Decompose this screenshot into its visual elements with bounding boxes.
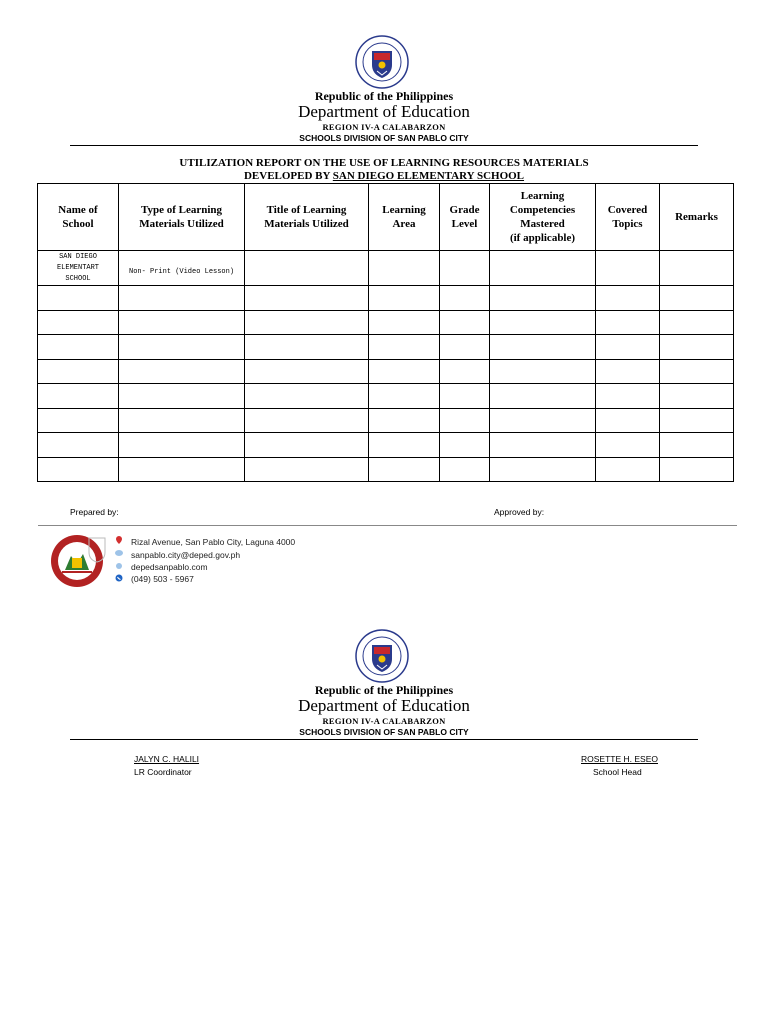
location-pin-icon — [115, 536, 123, 544]
report-title-line2 — [0, 170, 768, 183]
header-learning-area: Learning Area — [369, 184, 440, 251]
region-label-page2: REGION IV-A CALABARZON — [322, 716, 446, 726]
cell-empty — [440, 251, 490, 286]
cell-school: SAN DIEGO ELEMENTART SCHOOL — [38, 251, 119, 286]
globe-icon — [115, 562, 123, 570]
header-name-of-school: Name of School — [38, 184, 119, 251]
header-type-of-materials: Type of Learning Materials Utilized — [119, 184, 245, 251]
header-remarks: Remarks — [660, 184, 734, 251]
cell-empty — [596, 251, 660, 286]
table-row — [38, 408, 734, 433]
utilization-report-table — [37, 183, 734, 482]
header-covered-topics: Covered Topics — [596, 184, 660, 251]
school-head-name: ROSETTE H. ESEO — [581, 754, 658, 764]
cell-type: Non- Print (Video Lesson) — [119, 251, 245, 286]
email-link[interactable]: sanpablo.city@deped.gov.ph — [131, 550, 241, 560]
table-header-row — [38, 184, 734, 251]
table-row — [38, 359, 734, 384]
email-icon — [115, 549, 123, 557]
approved-by-label: Approved by: — [494, 507, 545, 517]
republic-label: Republic of the Philippines — [314, 89, 454, 103]
department-title-page2: Department of Education — [298, 696, 470, 715]
header-title-of-materials: Title of Learning Materials Utilized — [245, 184, 369, 251]
footer-divider — [38, 525, 737, 526]
report-title-school: SAN DIEGO ELEMENTARY SCHOOL — [332, 170, 525, 182]
phone-text: (049) 503 - 5967 — [131, 574, 194, 584]
cell-empty — [490, 251, 596, 286]
header-divider — [70, 145, 698, 146]
prepared-by-label: Prepared by: — [70, 507, 119, 517]
cell-empty — [245, 251, 369, 286]
cell-empty — [660, 251, 734, 286]
table-row — [38, 251, 734, 286]
address-text: Rizal Avenue, San Pablo City, Laguna 4000 — [131, 537, 296, 547]
phone-icon — [115, 574, 123, 582]
report-title-prefix: DEVELOPED BY — [243, 170, 333, 182]
table-row — [38, 286, 734, 311]
deped-seal-logo — [355, 35, 409, 89]
header-grade-level: Grade Level — [440, 184, 490, 251]
school-logo-outline — [85, 534, 109, 564]
division-label: SCHOOLS DIVISION OF SAN PABLO CITY — [299, 133, 469, 143]
region-label: REGION IV-A CALABARZON — [322, 122, 446, 132]
deped-seal-logo-page2 — [355, 629, 409, 683]
header-divider-page2 — [70, 739, 698, 740]
table-row — [38, 335, 734, 360]
division-label-page2: SCHOOLS DIVISION OF SAN PABLO CITY — [299, 727, 469, 737]
table-row — [38, 310, 734, 335]
republic-label-page2: Republic of the Philippines — [314, 683, 454, 697]
table-row — [38, 384, 734, 409]
department-title: Department of Education — [298, 102, 470, 121]
report-title-line1: UTILIZATION REPORT ON THE USE OF LEARNING RESOURCES MATERIALS — [179, 157, 589, 169]
lr-coordinator-role: LR Coordinator — [134, 767, 192, 777]
header-competencies: Learning Competencies Mastered (if applicable) — [490, 184, 596, 251]
cell-empty — [369, 251, 440, 286]
table-row — [38, 457, 734, 482]
website-link[interactable]: depedsanpablo.com — [131, 562, 208, 572]
lr-coordinator-name: JALYN C. HALILI — [134, 754, 200, 764]
school-head-role: School Head — [593, 767, 642, 777]
table-row — [38, 433, 734, 458]
